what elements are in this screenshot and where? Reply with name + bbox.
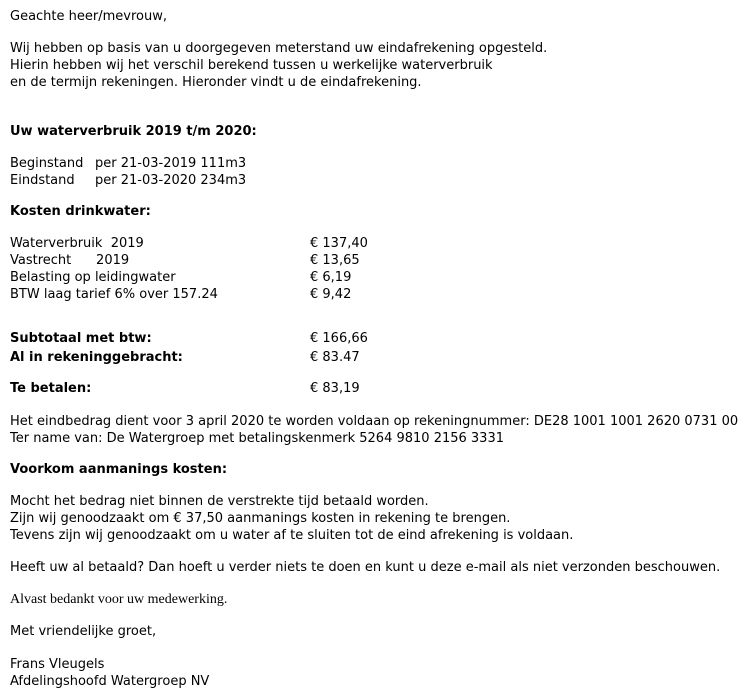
- warning-paragraph: [10, 493, 738, 544]
- payable-amount: € 83,19: [310, 381, 360, 396]
- already-billed-row: [10, 348, 738, 367]
- meter-row-beginstand: [10, 155, 738, 172]
- cost-amount: € 13,65: [310, 253, 360, 268]
- signature-title: Afdelingshoofd Watergroep NV: [10, 674, 210, 689]
- payable-row: [10, 380, 738, 397]
- cost-label: BTW laag tarief 6% over 157.24: [10, 287, 218, 302]
- subtotal-amount: € 166,66: [310, 331, 368, 346]
- intro-paragraph: [10, 40, 738, 91]
- subtotal-row: [10, 329, 738, 348]
- cost-row: [10, 269, 738, 286]
- payment-line: Ter name van: De Watergroep met betalingskenmerk 5264 9810 2156 3331: [10, 431, 504, 446]
- payment-instructions: [10, 413, 738, 447]
- meter-label: Beginstand: [10, 156, 84, 171]
- paid-note: Heeft uw al betaald? Dan hoeft u verder niets te doen en kunt u deze e-mail als niet verzonden beschouwen.: [10, 560, 721, 575]
- intro-line: Hierin hebben wij het verschil berekend tussen u werkelijke waterverbruik: [10, 58, 493, 73]
- warning-line: Zijn wij genoodzaakt om € 37,50 aanmanings kosten in rekening te brengen.: [10, 511, 511, 526]
- cost-table: [10, 235, 738, 303]
- cost-row: [10, 252, 738, 269]
- closing-line: Met vriendelijke groet,: [10, 624, 157, 639]
- subtotal-label: Subtotaal met btw:: [10, 331, 152, 346]
- payable-label: Te betalen:: [10, 381, 92, 396]
- cost-label: Belasting op leidingwater: [10, 270, 176, 285]
- meter-value: per 21-03-2019 111m3: [95, 156, 247, 171]
- already-billed-amount: € 83.47: [310, 350, 360, 365]
- already-billed-label: Al in rekeninggebracht:: [10, 350, 183, 365]
- cost-label: Vastrecht 2019: [10, 253, 130, 268]
- meter-label: Eindstand: [10, 173, 75, 188]
- meter-row-eindstand: [10, 172, 738, 189]
- warning-line: Tevens zijn wij genoodzaakt om u water af te sluiten tot de eind afrekening is voldaan.: [10, 528, 574, 543]
- intro-line: en de termijn rekeningen. Hieronder vindt u de eindafrekening.: [10, 75, 422, 90]
- warning-line: Mocht het bedrag niet binnen de verstrekte tijd betaald worden.: [10, 494, 429, 509]
- cost-row: [10, 286, 738, 303]
- meter-readings: [10, 155, 738, 189]
- cost-label: Waterverbruik 2019: [10, 236, 144, 251]
- warning-heading: Voorkom aanmanings kosten:: [10, 462, 228, 477]
- signature-name: Frans Vleugels: [10, 657, 105, 672]
- costs-heading: Kosten drinkwater:: [10, 204, 151, 219]
- cost-amount: € 6,19: [310, 270, 352, 285]
- cost-amount: € 137,40: [310, 236, 368, 251]
- signature-block: [10, 656, 738, 690]
- cost-amount: € 9,42: [310, 287, 352, 302]
- usage-heading: Uw waterverbruik 2019 t/m 2020:: [10, 124, 257, 139]
- thanks-line: Alvast bedankt voor uw medewerking.: [10, 592, 228, 607]
- salutation: Geachte heer/mevrouw,: [10, 9, 167, 24]
- intro-line: Wij hebben op basis van u doorgegeven meterstand uw eindafrekening opgesteld.: [10, 41, 548, 56]
- meter-value: per 21-03-2020 234m3: [95, 173, 247, 188]
- payment-line: Het eindbedrag dient voor 3 april 2020 te worden voldaan op rekeningnummer: DE28 1001 1001 2620 0731 00: [10, 414, 739, 429]
- cost-row: [10, 235, 738, 252]
- totals-block: [10, 329, 738, 367]
